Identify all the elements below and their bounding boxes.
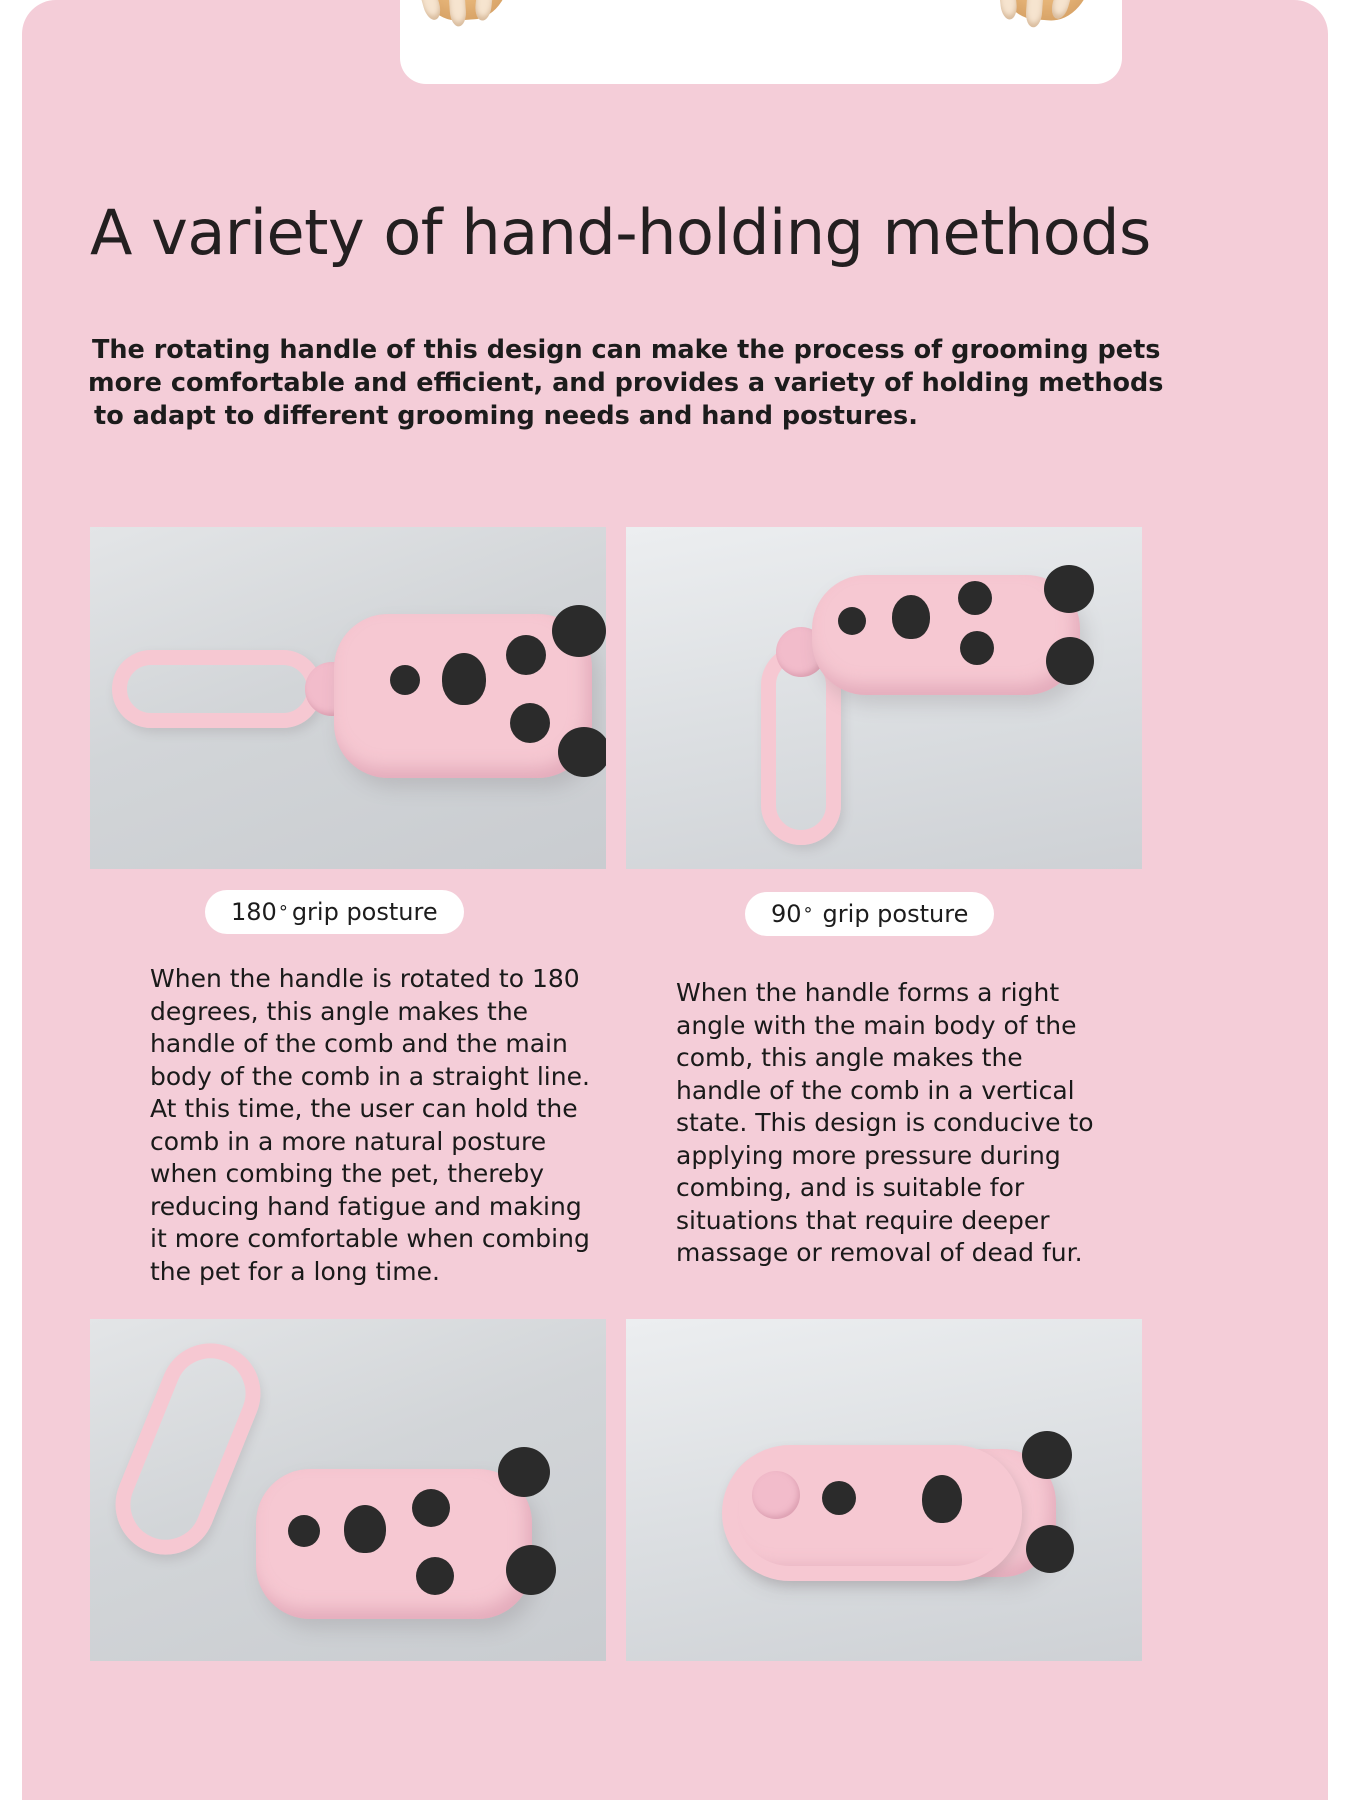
description-right: When the handle forms a right angle with the main body of the comb, this angle makes the handle of the comb in a vertical state. This design is conducive to applying more pressure during combing, and is suitable for situations that require deeper massage or removal of dead fur. (676, 978, 1094, 1267)
comb-eye-right (412, 1489, 450, 1527)
caption-90-value: 90 (771, 900, 802, 928)
caption-180-value: 180 (231, 898, 277, 926)
dog-paws-image (400, 0, 1122, 80)
intro-line-1: The rotating handle of this design can make the process of grooming pets (92, 335, 1161, 365)
comb-eye-left (288, 1515, 320, 1547)
intro-paragraph (88, 334, 1164, 433)
caption-90-text: grip posture (822, 900, 969, 928)
pink-card (22, 0, 1328, 1800)
product-photo-angled (90, 1319, 606, 1661)
comb-ear-bottom (558, 727, 606, 777)
intro-line-2: more comfortable and efficient, and provides a variety of holding methods (88, 368, 1164, 398)
comb-eye-right (958, 581, 992, 615)
product-photo-90 (626, 527, 1142, 869)
comb-eye-left (838, 607, 866, 635)
product-photo-folded (626, 1319, 1142, 1661)
caption-180-text: grip posture (291, 898, 438, 926)
comb-eye-left (390, 665, 420, 695)
comb-ear-bottom (506, 1545, 556, 1595)
paw-left-icon (410, 0, 515, 23)
comb-ear-top (1022, 1431, 1072, 1479)
product-photo-180 (90, 527, 606, 869)
comb-eye-left (822, 1481, 856, 1515)
comb-eye-right (506, 635, 546, 675)
degree-symbol: ° (803, 903, 813, 925)
page-title: A variety of hand-holding methods (90, 196, 1151, 269)
intro-line-3: to adapt to different grooming needs and hand postures. (94, 401, 918, 431)
caption-90 (745, 892, 994, 936)
comb-ear-top (552, 605, 606, 657)
paw-right-icon (994, 0, 1099, 23)
comb-nose (892, 595, 930, 639)
caption-180 (205, 890, 464, 934)
comb-ear-bottom (1026, 1525, 1074, 1573)
comb-handle-loop (112, 650, 322, 728)
comb-body (812, 575, 1080, 695)
comb-nose (922, 1475, 962, 1523)
comb-ear-top (498, 1447, 550, 1497)
degree-symbol: ° (278, 901, 288, 923)
description-left: When the handle is rotated to 180 degrees, this angle makes the handle of the comb and the main body of the comb in a straight line. At this time, the user can hold the comb in a more natural posture when combing the pet, thereby reducing hand fatigue and making it more comfortable when combing the pet for a long time. (150, 964, 590, 1286)
comb-eye-right-2 (416, 1557, 454, 1595)
comb-eye-right-2 (510, 703, 550, 743)
comb-ear-bottom (1046, 637, 1094, 685)
comb-eye-right-2 (960, 631, 994, 665)
comb-nose (442, 653, 486, 705)
comb-ear-top (1044, 565, 1094, 613)
comb-pivot (752, 1471, 800, 1519)
comb-nose (344, 1505, 386, 1553)
